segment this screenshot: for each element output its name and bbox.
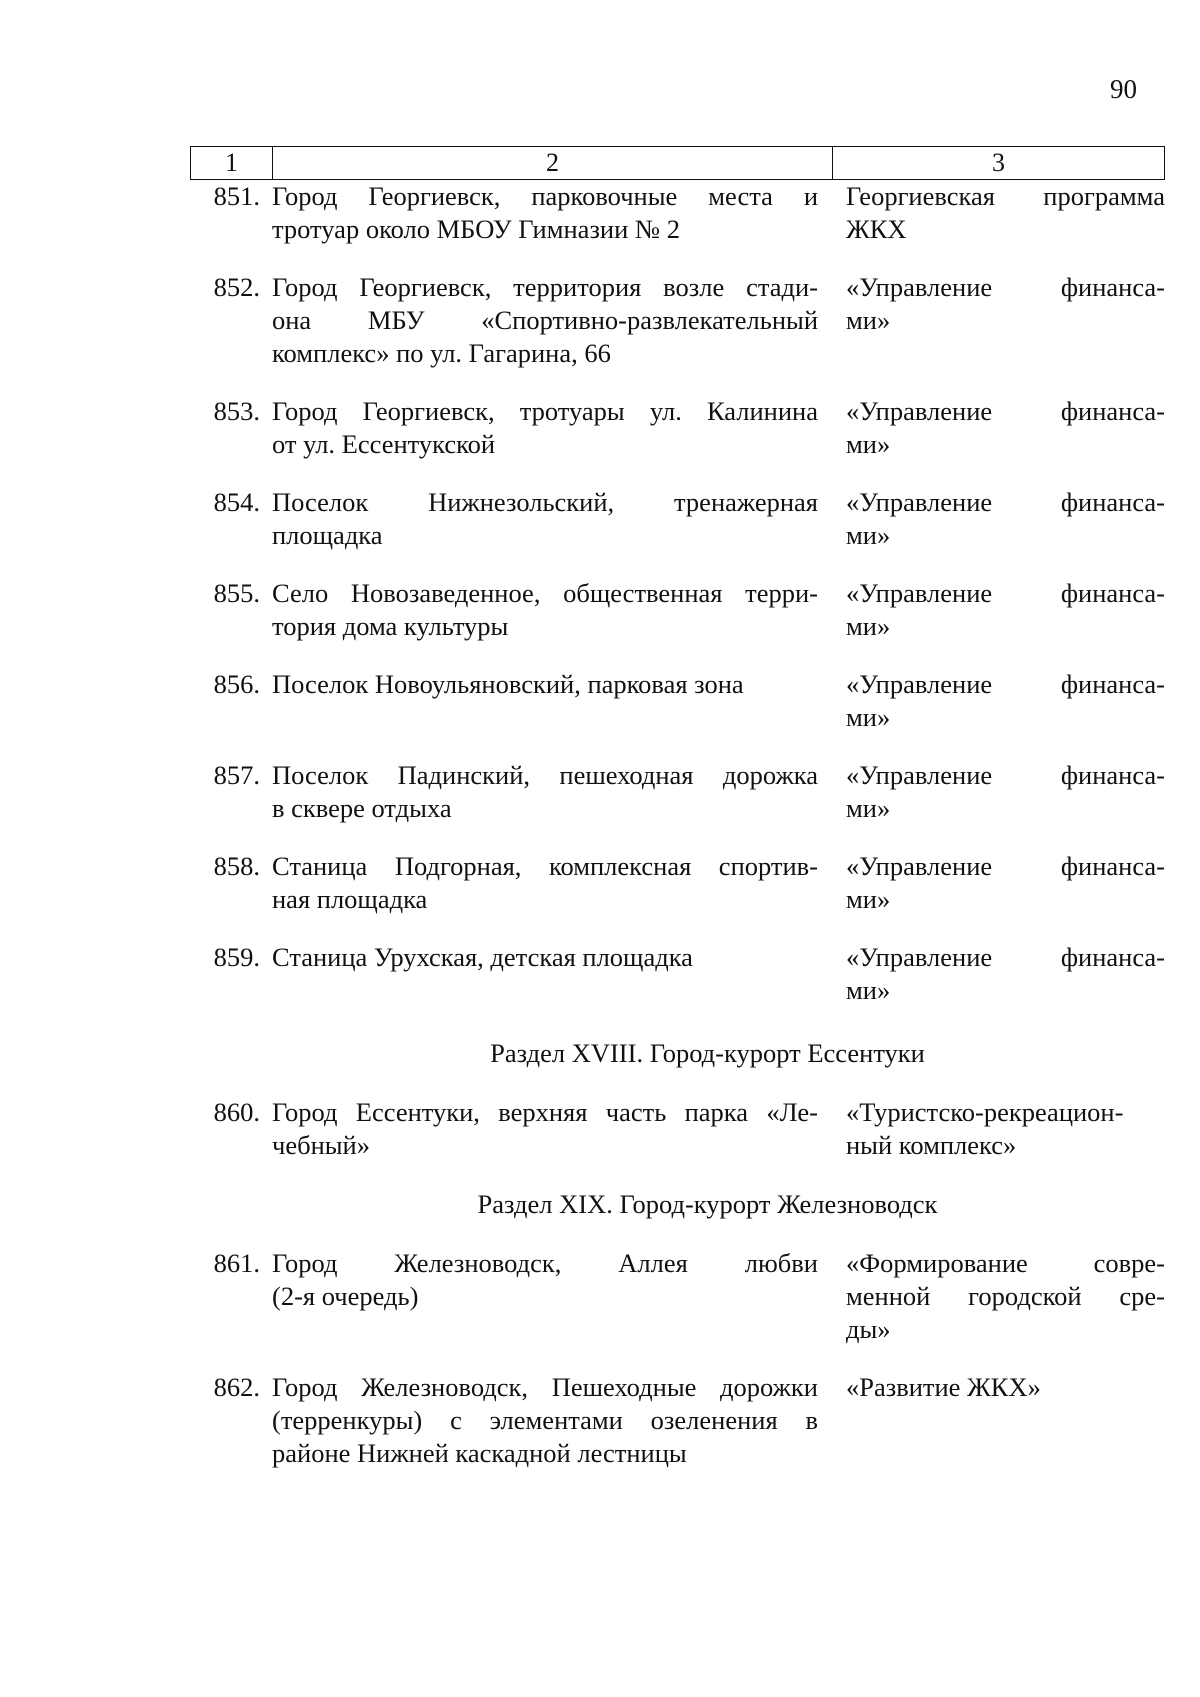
- row-location: [272, 577, 832, 643]
- cell-line: «Управление финанса-: [846, 760, 1165, 790]
- row-number: 860.: [213, 1097, 260, 1127]
- row-program: [832, 759, 1165, 825]
- cell-line: чебный»: [272, 1130, 370, 1160]
- table-row: [190, 271, 1165, 370]
- cell-line: «Управление финанса-: [846, 669, 1165, 699]
- cell-line: Город Железноводск, Аллея любви: [272, 1248, 818, 1278]
- row-number: 857.: [213, 760, 260, 790]
- cell-line: Поселок Нижнезольский, тренажерная: [272, 487, 818, 517]
- table-row: [190, 1371, 1165, 1470]
- row-program: [832, 577, 1165, 643]
- header-col-1: 1: [191, 147, 273, 179]
- row-location: [272, 759, 832, 825]
- cell-line: «Управление финанса-: [846, 272, 1165, 302]
- row-location: [272, 1247, 832, 1346]
- row-program: [832, 668, 1165, 734]
- row-location: [272, 1371, 832, 1470]
- section-heading: Раздел XVIII. Город-курорт Ессентуки: [490, 1038, 925, 1068]
- cell-line: Поселок Падинский, пешеходная дорожка: [272, 760, 818, 790]
- cell-line: Город Георгиевск, территория возле стади-: [272, 272, 818, 302]
- row-number: 852.: [213, 272, 260, 302]
- row-program: [832, 850, 1165, 916]
- cell-line: «Формирование совре-: [846, 1248, 1165, 1278]
- row-location: [272, 271, 832, 370]
- cell-line: ды»: [846, 1314, 891, 1344]
- row-program: [832, 395, 1165, 461]
- cell-line: «Управление финанса-: [846, 396, 1165, 426]
- cell-line: менной городской сре-: [846, 1281, 1165, 1311]
- cell-line: Город Железноводск, Пешеходные дорожки: [272, 1372, 818, 1402]
- table-row: [190, 759, 1165, 825]
- cell-line: ЖКХ: [846, 214, 907, 244]
- cell-line: «Туристско-рекреацион-: [846, 1097, 1124, 1127]
- table-row: [190, 486, 1165, 552]
- cell-line: «Управление финанса-: [846, 487, 1165, 517]
- page-number: 90: [1110, 74, 1137, 104]
- row-location: [272, 395, 832, 461]
- cell-line: в сквере отдыха: [272, 793, 452, 823]
- row-number: 861.: [213, 1248, 260, 1278]
- row-program: [832, 271, 1165, 370]
- cell-line: ми»: [846, 520, 891, 550]
- row-program: [832, 1371, 1165, 1470]
- cell-line: «Развитие ЖКХ»: [846, 1372, 1041, 1402]
- cell-line: «Управление финанса-: [846, 578, 1165, 608]
- table-row: [190, 395, 1165, 461]
- cell-line: (терренкуры) с элементами озеленения в: [272, 1405, 818, 1435]
- row-location: [272, 941, 832, 1007]
- cell-line: ный комплекс»: [846, 1130, 1017, 1160]
- row-number: 851.: [213, 181, 260, 211]
- table-row: [190, 668, 1165, 734]
- cell-line: «Управление финанса-: [846, 942, 1165, 972]
- table-row: [190, 850, 1165, 916]
- cell-line: от ул. Ессентукской: [272, 429, 496, 459]
- table-body: [190, 180, 1165, 1470]
- cell-line: ми»: [846, 884, 891, 914]
- cell-line: ми»: [846, 611, 891, 641]
- row-location: [272, 1096, 832, 1162]
- table-row: [190, 577, 1165, 643]
- cell-line: Село Новозаведенное, общественная терри-: [272, 578, 818, 608]
- row-number: 858.: [213, 851, 260, 881]
- row-number: 853.: [213, 396, 260, 426]
- row-location: [272, 668, 832, 734]
- row-location: [272, 850, 832, 916]
- cell-line: (2-я очередь): [272, 1281, 419, 1311]
- row-program: [832, 486, 1165, 552]
- row-number: 862.: [213, 1372, 260, 1402]
- cell-line: Город Ессентуки, верхняя часть парка «Ле-: [272, 1097, 818, 1127]
- cell-line: Георгиевская программа: [846, 181, 1165, 211]
- row-location: [272, 486, 832, 552]
- header-col-2: 2: [273, 147, 833, 179]
- cell-line: «Управление финанса-: [846, 851, 1165, 881]
- section-heading: Раздел XIX. Город-курорт Железноводск: [477, 1189, 938, 1219]
- cell-line: Город Георгиевск, тротуары ул. Калинина: [272, 396, 818, 426]
- cell-line: комплекс» по ул. Гагарина, 66: [272, 338, 611, 368]
- row-program: [832, 180, 1165, 246]
- table-row: [190, 1096, 1165, 1162]
- row-program: [832, 941, 1165, 1007]
- row-location: [272, 180, 832, 246]
- row-number: 856.: [213, 669, 260, 699]
- cell-line: ми»: [846, 793, 891, 823]
- cell-line: она МБУ «Спортивно-развлекательный: [272, 305, 818, 335]
- table-row: [190, 180, 1165, 246]
- table-row: [190, 1247, 1165, 1346]
- table-row: [190, 941, 1165, 1007]
- cell-line: Город Георгиевск, парковочные места и: [272, 181, 818, 211]
- cell-line: ная площадка: [272, 884, 428, 914]
- cell-line: ми»: [846, 975, 891, 1005]
- row-number: 859.: [213, 942, 260, 972]
- row-program: [832, 1096, 1165, 1162]
- cell-line: тротуар около МБОУ Гимназии № 2: [272, 214, 681, 244]
- cell-line: ми»: [846, 429, 891, 459]
- cell-line: тория дома культуры: [272, 611, 509, 641]
- cell-line: Станица Урухская, детская площадка: [272, 942, 693, 972]
- cell-line: ми»: [846, 702, 891, 732]
- cell-line: Поселок Новоульяновский, парковая зона: [272, 669, 744, 699]
- row-number: 854.: [213, 487, 260, 517]
- cell-line: районе Нижней каскадной лестницы: [272, 1438, 687, 1468]
- row-number: 855.: [213, 578, 260, 608]
- row-program: [832, 1247, 1165, 1346]
- cell-line: Станица Подгорная, комплексная спортив-: [272, 851, 818, 881]
- header-col-3: 3: [992, 148, 1005, 177]
- cell-line: ми»: [846, 305, 891, 335]
- cell-line: площадка: [272, 520, 383, 550]
- table-header: [190, 146, 1165, 180]
